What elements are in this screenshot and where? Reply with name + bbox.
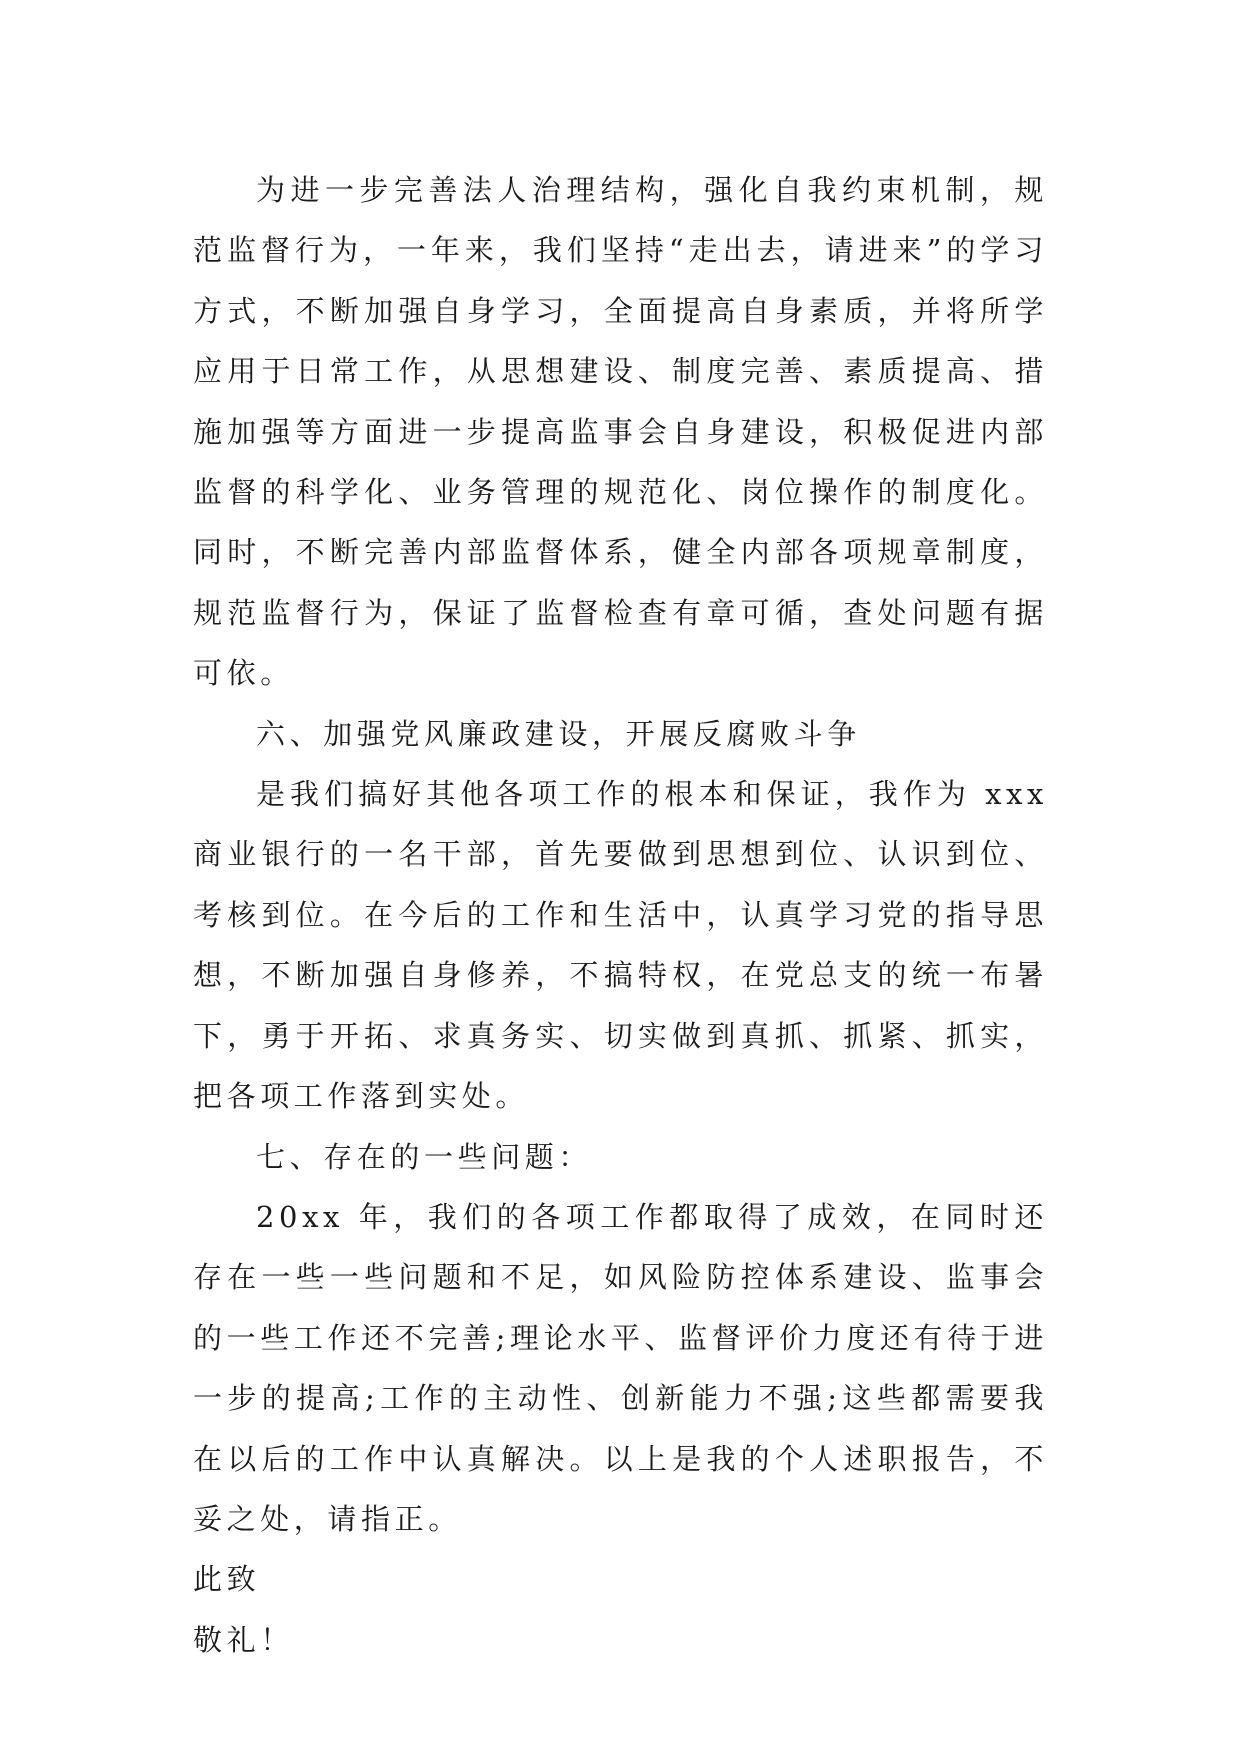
closing-regards: 敬礼！	[193, 1622, 294, 1657]
paragraph-supervision-mechanism: 为进一步完善法人治理结构，强化自我约束机制，规范监督行为，一年来，我们坚持“走出去，请进来”的学习方式，不断加强自身学习，全面提高自身素质，并将所学应用于日常工作，从思想建设、制度完善、素质提高、措施加强等方面进一步提高监事会自身建设，积极促进内部监督的科学化、业务管理的规范化、岗位操作的制度化。同时，不断完善内部监督体系，健全内部各项规章制度，规范监督行为，保证了监督检查有章可循，查处问题有据可依。	[193, 173, 1048, 691]
section-heading-problems: 七、存在的一些问题：	[256, 1139, 593, 1174]
paragraph-problems: 20xx 年，我们的各项工作都取得了成效，在同时还存在一些一些问题和不足，如风险防控体系建设、监事会的一些工作还不完善;理论水平、监督评价力度还有待于进一步的提高;工作的主动性、创新能力不强;这些都需要我在以后的工作中认真解决。以上是我的个人述职报告，不妥之处，请指正。	[193, 1199, 1048, 1536]
paragraph-anti-corruption: 是我们搞好其他各项工作的根本和保证，我作为 xxx 商业银行的一名干部，首先要做到思想到位、认识到位、考核到位。在今后的工作和生活中，认真学习党的指导思想，不断加强自身修养，不搞特权，在党总支的统一布暑下，勇于开拓、求真务实、切实做到真抓、抓紧、抓实，把各项工作落到实处。	[193, 777, 1048, 1114]
closing-salutation: 此致	[193, 1562, 261, 1597]
section-heading-anti-corruption: 六、加强党风廉政建设，开展反腐败斗争	[256, 716, 861, 751]
document-body	[193, 160, 1048, 1670]
